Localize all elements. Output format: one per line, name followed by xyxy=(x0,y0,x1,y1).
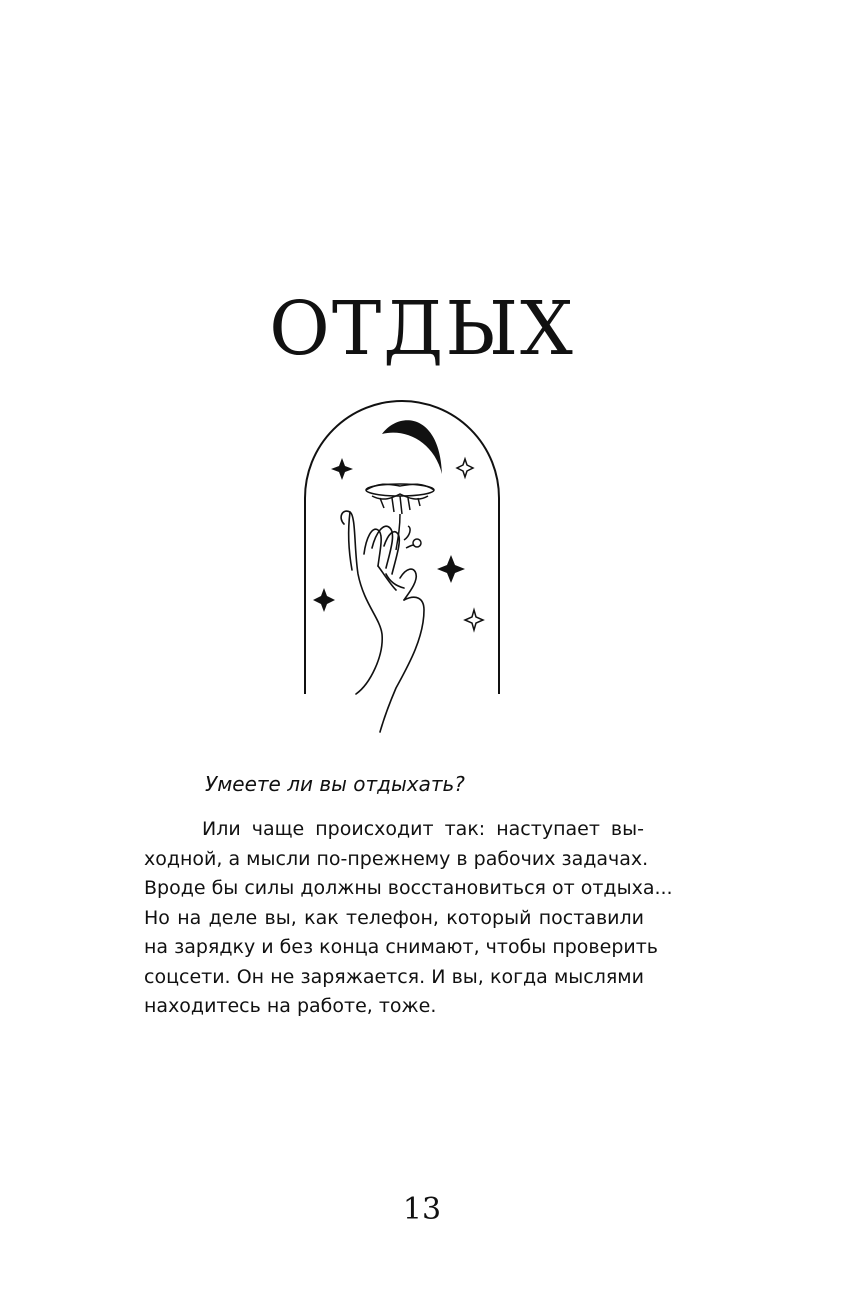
arch-frame xyxy=(305,401,499,694)
star-icon xyxy=(457,459,473,477)
paragraph-line: Но на деле вы, как телефон, который поставили xyxy=(144,906,644,929)
moon-icon xyxy=(382,420,442,474)
star-icon xyxy=(331,458,353,480)
paragraph-line: на зарядку и без конца снимают, чтобы проверить xyxy=(144,936,658,958)
paragraph-line: находитесь на работе, тоже. xyxy=(144,995,437,1017)
star-icon xyxy=(437,555,465,583)
paragraph-line: Вроде бы силы должны восстановиться от отдыха... xyxy=(144,877,673,899)
star-icon xyxy=(313,588,335,612)
question-heading: Умеете ли вы отдыхать? xyxy=(205,772,465,796)
star-icon xyxy=(465,610,483,630)
page-number: 13 xyxy=(402,1192,442,1227)
paragraph-line: ходной, а мысли по-прежнему в рабочих задачах. xyxy=(144,847,649,870)
chapter-title: ОТДЫХ xyxy=(269,286,575,372)
paragraph-line: Или чаще происходит так: наступает вы- xyxy=(202,818,644,840)
hand-icon xyxy=(341,511,424,732)
hand-flower-moon-illustration xyxy=(300,398,510,738)
body-paragraph xyxy=(144,815,673,1022)
paragraph-line: соцсети. Он не заряжается. И вы, когда мыслями xyxy=(144,965,644,988)
